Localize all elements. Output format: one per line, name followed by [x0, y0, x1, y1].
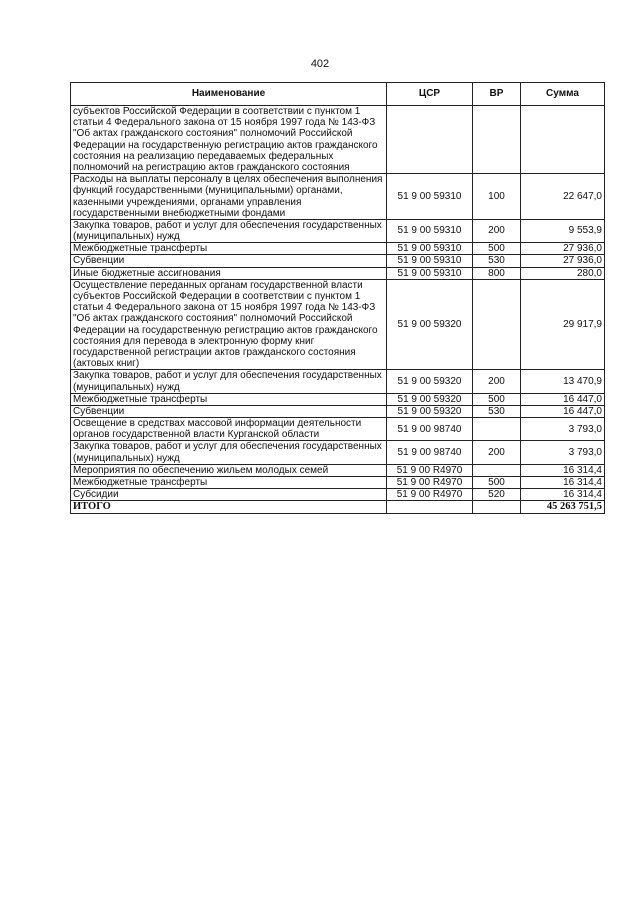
table-row	[71, 243, 605, 255]
cell-csr: 51 9 00 59310	[387, 174, 473, 220]
cell-csr: 51 9 00 59310	[387, 219, 473, 242]
cell-name: Закупка товаров, работ и услуг для обеспечения государственных (муниципальных) нужд	[71, 219, 387, 242]
cell-name: Осуществление переданных органам государственной власти субъектов Российской Федерации в соответствии с пунктом 1 статьи 4 Федерального закона от 15 ноября 1997 года № 143-ФЗ "Об актах гражданского состояния" полномочий Российской Федерации на государственную регистрацию актов гражданского состояния для перевода в электронную форму книг государственной регистрации актов гражданского состояния (актовых книг)	[71, 279, 387, 370]
total-label: ИТОГО	[71, 501, 387, 514]
table-row	[71, 219, 605, 242]
cell-name: субъектов Российской Федерации в соответствии с пунктом 1 статьи 4 Федерального закона от 15 ноября 1997 года № 143-ФЗ "Об актах гражданского состояния" полномочий Российской Федерации на государственную регистрацию актов гражданского состояния на реализацию передаваемых федеральных полномочий на регистрацию актов гражданского состояния	[71, 106, 387, 174]
table-header-row	[71, 83, 605, 106]
cell-sum: 27 936,0	[521, 243, 605, 255]
table-row	[71, 174, 605, 220]
cell-csr: 51 9 00 59310	[387, 255, 473, 267]
cell-sum: 16 447,0	[521, 393, 605, 405]
cell-sum: 29 917,9	[521, 279, 605, 370]
cell-name: Межбюджетные трансферты	[71, 243, 387, 255]
cell-name: Мероприятия по обеспечению жильем молодых семей	[71, 464, 387, 476]
cell-vr: 500	[473, 243, 521, 255]
table-row	[71, 418, 605, 441]
cell-vr: 800	[473, 267, 521, 279]
cell-name: Субвенции	[71, 405, 387, 417]
cell-sum: 22 647,0	[521, 174, 605, 220]
table-row	[71, 255, 605, 267]
cell-name: Закупка товаров, работ и услуг для обеспечения государственных (муниципальных) нужд	[71, 370, 387, 393]
cell-csr: 51 9 00 59310	[387, 243, 473, 255]
cell-sum: 3 793,0	[521, 441, 605, 464]
table-row	[71, 267, 605, 279]
header-sum: Сумма	[521, 83, 605, 106]
budget-table	[70, 82, 605, 514]
cell-vr	[473, 279, 521, 370]
cell-sum: 13 470,9	[521, 370, 605, 393]
table-row	[71, 370, 605, 393]
cell-vr	[473, 464, 521, 476]
cell-csr: 51 9 00 R4970	[387, 489, 473, 501]
cell-sum: 16 447,0	[521, 405, 605, 417]
total-csr-empty	[387, 501, 473, 514]
cell-sum: 9 553,9	[521, 219, 605, 242]
cell-name: Иные бюджетные ассигнования	[71, 267, 387, 279]
header-name: Наименование	[71, 83, 387, 106]
cell-sum: 3 793,0	[521, 418, 605, 441]
cell-sum: 16 314,4	[521, 477, 605, 489]
cell-sum: 16 314,4	[521, 489, 605, 501]
table-row	[71, 393, 605, 405]
cell-name: Субвенции	[71, 255, 387, 267]
cell-csr: 51 9 00 R4970	[387, 477, 473, 489]
cell-csr: 51 9 00 98740	[387, 418, 473, 441]
cell-vr	[473, 106, 521, 174]
cell-vr: 530	[473, 405, 521, 417]
header-vr: ВР	[473, 83, 521, 106]
cell-csr: 51 9 00 98740	[387, 441, 473, 464]
cell-csr	[387, 106, 473, 174]
total-vr-empty	[473, 501, 521, 514]
header-csr: ЦСР	[387, 83, 473, 106]
cell-vr	[473, 418, 521, 441]
cell-name: Межбюджетные трансферты	[71, 477, 387, 489]
cell-name: Освещение в средствах массовой информации деятельности органов государственной власти Курганской области	[71, 418, 387, 441]
table-row	[71, 477, 605, 489]
cell-vr: 500	[473, 393, 521, 405]
table-row	[71, 489, 605, 501]
cell-name: Субсидии	[71, 489, 387, 501]
table-row	[71, 279, 605, 370]
cell-vr: 500	[473, 477, 521, 489]
cell-name: Расходы на выплаты персоналу в целях обеспечения выполнения функций государственными (муниципальными) органами, казенными учреждениями, органами управления государственными внебюджетными фондами	[71, 174, 387, 220]
cell-csr: 51 9 00 R4970	[387, 464, 473, 476]
cell-sum	[521, 106, 605, 174]
cell-name: Закупка товаров, работ и услуг для обеспечения государственных (муниципальных) нужд	[71, 441, 387, 464]
cell-sum: 16 314,4	[521, 464, 605, 476]
table-row	[71, 441, 605, 464]
cell-name: Межбюджетные трансферты	[71, 393, 387, 405]
cell-csr: 51 9 00 59320	[387, 370, 473, 393]
cell-csr: 51 9 00 59310	[387, 267, 473, 279]
cell-vr: 520	[473, 489, 521, 501]
table-row	[71, 106, 605, 174]
cell-vr: 200	[473, 370, 521, 393]
table-row	[71, 405, 605, 417]
cell-vr: 530	[473, 255, 521, 267]
total-sum: 45 263 751,5	[521, 501, 605, 514]
cell-vr: 200	[473, 219, 521, 242]
total-row	[71, 501, 605, 514]
cell-csr: 51 9 00 59320	[387, 405, 473, 417]
cell-vr: 100	[473, 174, 521, 220]
cell-sum: 27 936,0	[521, 255, 605, 267]
table-row	[71, 464, 605, 476]
cell-csr: 51 9 00 59320	[387, 393, 473, 405]
cell-vr: 200	[473, 441, 521, 464]
cell-sum: 280,0	[521, 267, 605, 279]
cell-csr: 51 9 00 59320	[387, 279, 473, 370]
page-number: 402	[310, 58, 330, 70]
